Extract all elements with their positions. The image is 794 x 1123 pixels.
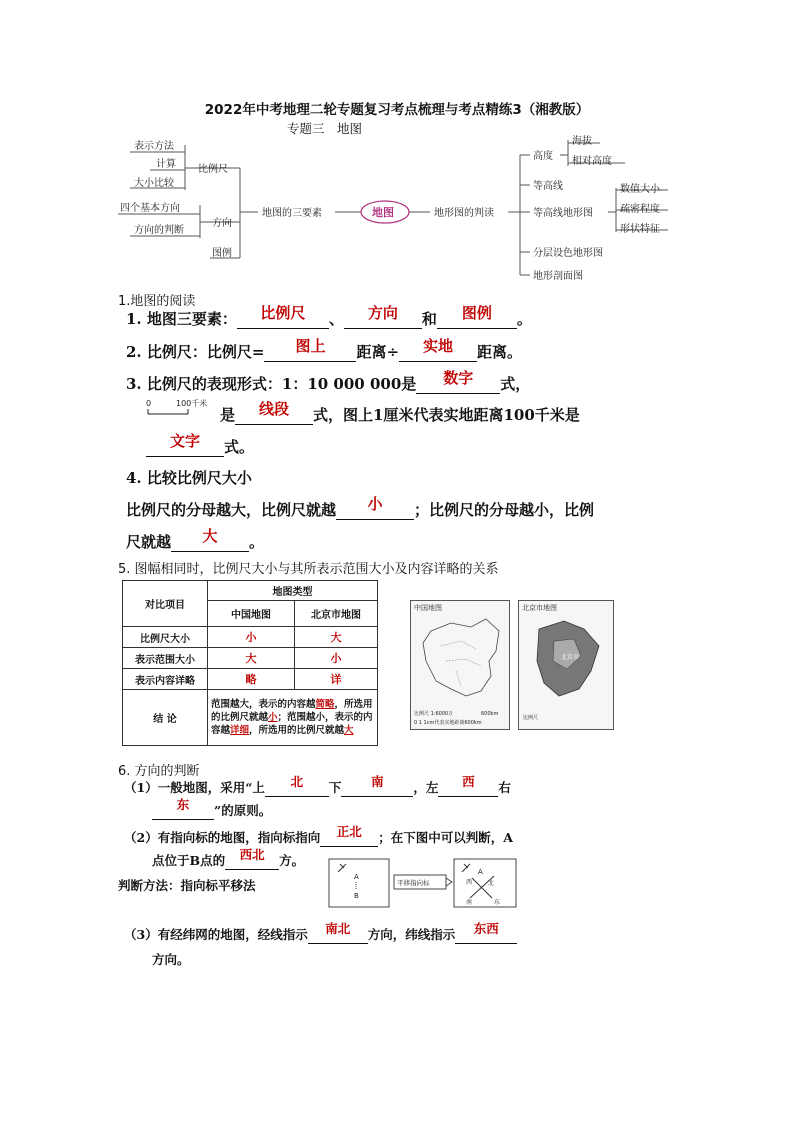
table-row: 表示内容详略 略 详	[123, 669, 378, 690]
point-a-label: A	[354, 873, 359, 881]
mindmap-contour-map: 等高线地形图	[533, 208, 593, 219]
mind-map	[0, 0, 794, 290]
answer: 线段	[259, 400, 290, 418]
mindmap-contour-item: 疏密程度	[620, 204, 660, 215]
scale-bar-zero: 0	[146, 399, 152, 408]
point-b-label: B	[354, 892, 359, 900]
answer: 正北	[336, 824, 362, 839]
direction-q2-line: 点位于B点的 西北 方。	[152, 847, 305, 868]
table-col-header: 北京市地图	[295, 601, 378, 627]
mindmap-profile: 地形剖面图	[533, 271, 583, 282]
answer: 文字	[169, 432, 200, 450]
direction-method: 判断方法：指向标平移法	[118, 878, 256, 893]
beijing-map	[518, 600, 614, 730]
answer: 数字	[443, 369, 474, 387]
answer: 比例尺	[260, 304, 306, 322]
mindmap-right-branch: 地形图的判读	[434, 208, 494, 219]
mindmap-scale: 比例尺	[198, 164, 228, 175]
answer: 西	[462, 774, 475, 789]
mindmap-layered: 分层设色地形图	[533, 248, 603, 259]
mindmap-direction: 方向	[212, 218, 232, 229]
compass-north: 北	[488, 880, 495, 887]
question-4-heading: 4. 比较比例尺大小	[126, 469, 252, 487]
line-scale-figure	[140, 396, 218, 418]
answer: 西北	[239, 847, 265, 862]
answer: 东	[176, 797, 190, 812]
mindmap-scale-item: 大小比较	[134, 178, 174, 189]
answer: 南	[371, 774, 384, 789]
mindmap-left-branch: 地图的三要素	[262, 208, 322, 219]
answer: 图例	[461, 304, 492, 322]
section-heading: 1.地图的阅读	[118, 294, 196, 309]
table-type-header: 地图类型	[208, 581, 378, 601]
answer: 大	[202, 527, 218, 545]
page-title: 2022年中考地理二轮专题复习考点梳理与考点精练3（湘教版）	[204, 102, 590, 118]
compass-west: 西	[466, 879, 473, 886]
mindmap-scale-item: 计算	[156, 159, 176, 170]
question-4-line-2: 尺就越 大 。	[126, 527, 265, 551]
map-legend-label: 比例尺	[523, 715, 539, 721]
map-scale-text: 比例尺 1:6000万	[414, 711, 454, 717]
direction-q3-end: 方向。	[152, 952, 190, 967]
mindmap-height-item: 海拔	[572, 136, 592, 147]
mindmap-height: 高度	[533, 151, 553, 162]
question-3-text: 文字 式。	[146, 436, 254, 457]
page-subtitle: 专题三 地图	[287, 121, 363, 136]
table-row: 表示范围大小 大 小	[123, 648, 378, 669]
scale-bar-label: 100千米	[176, 399, 208, 408]
mindmap-center: 地图	[372, 206, 394, 219]
answer: 南北	[325, 921, 351, 936]
mindmap-scale-item: 表示方法	[134, 141, 174, 152]
table-col-header: 中国地图	[208, 601, 295, 627]
direction-q3: （3）有经纬网的地图，经线指示 南北 方向，纬线指示 东西	[124, 925, 517, 944]
direction-q1: （1）一般地图，采用“上 北 下 南 ，左 西 右	[124, 774, 511, 795]
question-2: 2. 比例尺：比例尺= 图上 距离÷ 实地 距离。	[126, 337, 523, 361]
direction-q1-end: 东 ”的原则。	[152, 801, 271, 820]
map-city-label: 北京市	[561, 654, 580, 661]
question-4-line-1: 比例尺的分母越大，比例尺就越 小 ；比例尺的分母越小，比例	[126, 495, 595, 519]
section-heading: 6. 方向的判断	[118, 764, 200, 779]
table-row: 比例尺大小 小 大	[123, 627, 378, 648]
comparison-table	[122, 580, 378, 746]
shift-arrow-label: 平移指向标	[397, 879, 430, 887]
mindmap-direction-item: 方向的判断	[134, 225, 184, 236]
table-corner: 对比项目	[123, 581, 208, 627]
answer: 北	[290, 774, 304, 789]
map-title: 北京市地图	[522, 604, 557, 612]
mindmap-contour: 等高线	[533, 181, 563, 192]
conclusion-cell: 范围越大，表示的内容越简略，所选用的比例尺就越小；范围越小，表示的内容越详细，所选用的比例尺就越大	[208, 690, 378, 746]
point-a-label: A	[478, 868, 483, 876]
mindmap-direction-item: 四个基本方向	[120, 203, 180, 214]
compass-east: 东	[494, 899, 501, 906]
answer: 方向	[367, 304, 398, 322]
mindmap-legend: 图例	[212, 248, 232, 259]
mindmap-contour-item: 数值大小	[620, 184, 660, 195]
mindmap-contour-item: 形状特征	[620, 224, 660, 235]
answer: 图上	[295, 337, 326, 355]
answer: 东西	[473, 921, 499, 936]
question-3: 3. 比例尺的表现形式：1：10 000 000是 数字 式，	[126, 369, 531, 393]
section-heading: 5. 图幅相同时，比例尺大小与其所表示范围大小及内容详略的关系	[118, 562, 499, 577]
question-3-line: 是 线段 式，图上1厘米代表实地距离100千米是	[220, 400, 580, 424]
china-map	[410, 600, 510, 730]
question-1: 1. 地图三要素： 比例尺 、 方向 和 图例 。	[126, 304, 532, 328]
map-title: 中国地图	[414, 604, 442, 612]
compass-south: 南	[466, 899, 473, 906]
mindmap-height-item: 相对高度	[572, 156, 612, 167]
map-scale-note: 0 1 1cm代表实地距离600km	[414, 720, 482, 726]
direction-figure	[328, 858, 520, 910]
answer: 小	[367, 495, 383, 513]
map-scale-bar-label: 600km	[481, 711, 499, 717]
answer: 实地	[423, 337, 454, 355]
table-row: 结 论 范围越大，表示的内容越简略，所选用的比例尺就越小；范围越小，表示的内容越详细，所选用的比例尺就越大	[123, 690, 378, 746]
direction-q2: （2）有指向标的地图，指向标指向 正北 ；在下图中可以判断，A	[124, 824, 513, 845]
